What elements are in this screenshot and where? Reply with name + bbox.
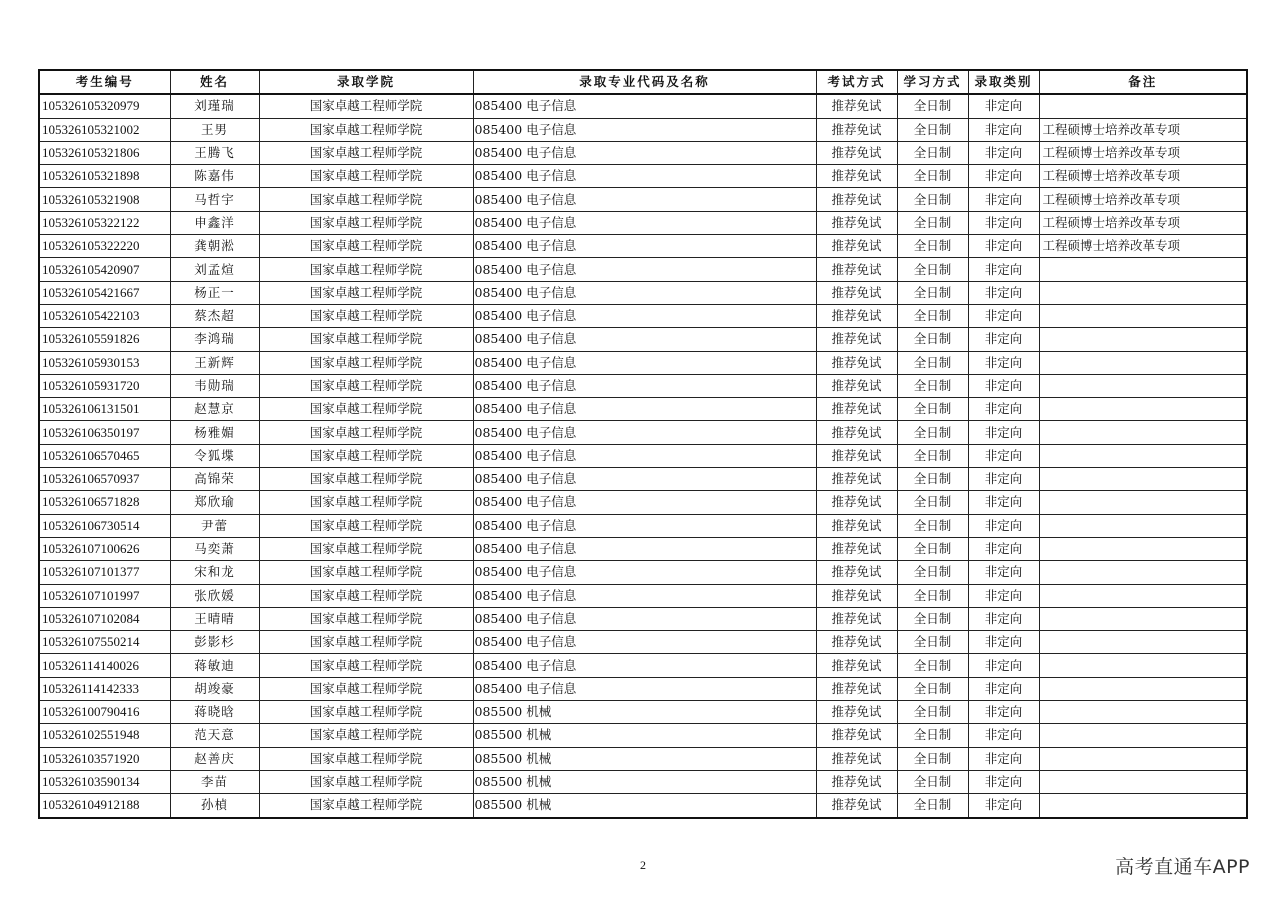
cell-exam-method: 推荐免试 (816, 794, 897, 818)
cell-exam-method: 推荐免试 (816, 118, 897, 141)
cell-notes: 工程硕博士培养改革专项 (1039, 188, 1247, 211)
cell-study-mode: 全日制 (897, 444, 968, 467)
table-row (39, 258, 1247, 281)
cell-exam-method: 推荐免试 (816, 421, 897, 444)
cell-college: 国家卓越工程师学院 (259, 211, 473, 234)
cell-major: 085400 电子信息 (473, 607, 816, 630)
cell-college: 国家卓越工程师学院 (259, 491, 473, 514)
cell-notes (1039, 421, 1247, 444)
cell-college: 国家卓越工程师学院 (259, 304, 473, 327)
cell-college: 国家卓越工程师学院 (259, 328, 473, 351)
cell-candidate-id: 105326105321908 (39, 188, 170, 211)
cell-college: 国家卓越工程师学院 (259, 537, 473, 560)
cell-college: 国家卓越工程师学院 (259, 794, 473, 818)
cell-candidate-id: 105326105322122 (39, 211, 170, 234)
cell-college: 国家卓越工程师学院 (259, 444, 473, 467)
cell-category: 非定向 (968, 281, 1039, 304)
cell-notes (1039, 468, 1247, 491)
cell-exam-method: 推荐免试 (816, 770, 897, 793)
header-notes: 备注 (1039, 70, 1247, 94)
cell-major: 085500 机械 (473, 724, 816, 747)
table-row (39, 211, 1247, 234)
cell-name: 王男 (170, 118, 259, 141)
cell-notes (1039, 701, 1247, 724)
cell-major: 085400 电子信息 (473, 118, 816, 141)
cell-study-mode: 全日制 (897, 561, 968, 584)
cell-notes (1039, 514, 1247, 537)
cell-name: 赵善庆 (170, 747, 259, 770)
cell-category: 非定向 (968, 584, 1039, 607)
cell-college: 国家卓越工程师学院 (259, 421, 473, 444)
table-row (39, 654, 1247, 677)
cell-name: 王腾飞 (170, 141, 259, 164)
cell-category: 非定向 (968, 537, 1039, 560)
cell-category: 非定向 (968, 654, 1039, 677)
table-row (39, 537, 1247, 560)
cell-category: 非定向 (968, 141, 1039, 164)
cell-major: 085400 电子信息 (473, 351, 816, 374)
cell-name: 胡竣豪 (170, 677, 259, 700)
cell-name: 赵慧京 (170, 398, 259, 421)
cell-notes (1039, 491, 1247, 514)
cell-name: 马哲宇 (170, 188, 259, 211)
cell-category: 非定向 (968, 491, 1039, 514)
cell-college: 国家卓越工程师学院 (259, 770, 473, 793)
cell-candidate-id: 105326100790416 (39, 701, 170, 724)
table-header-row (39, 70, 1247, 94)
cell-notes (1039, 631, 1247, 654)
cell-candidate-id: 105326114140026 (39, 654, 170, 677)
cell-college: 国家卓越工程师学院 (259, 188, 473, 211)
cell-exam-method: 推荐免试 (816, 444, 897, 467)
table-row (39, 141, 1247, 164)
cell-college: 国家卓越工程师学院 (259, 468, 473, 491)
table-row (39, 770, 1247, 793)
cell-study-mode: 全日制 (897, 468, 968, 491)
cell-notes: 工程硕博士培养改革专项 (1039, 141, 1247, 164)
cell-major: 085400 电子信息 (473, 188, 816, 211)
cell-study-mode: 全日制 (897, 165, 968, 188)
cell-category: 非定向 (968, 258, 1039, 281)
cell-name: 申鑫洋 (170, 211, 259, 234)
table-row (39, 421, 1247, 444)
cell-study-mode: 全日制 (897, 118, 968, 141)
cell-name: 彭影杉 (170, 631, 259, 654)
cell-name: 郑欣瑜 (170, 491, 259, 514)
cell-candidate-id: 105326106571828 (39, 491, 170, 514)
cell-college: 国家卓越工程师学院 (259, 118, 473, 141)
cell-exam-method: 推荐免试 (816, 188, 897, 211)
cell-candidate-id: 105326106730514 (39, 514, 170, 537)
cell-category: 非定向 (968, 770, 1039, 793)
cell-notes: 工程硕博士培养改革专项 (1039, 165, 1247, 188)
cell-notes (1039, 258, 1247, 281)
cell-exam-method: 推荐免试 (816, 351, 897, 374)
cell-notes (1039, 607, 1247, 630)
cell-category: 非定向 (968, 118, 1039, 141)
cell-major: 085500 机械 (473, 701, 816, 724)
cell-exam-method: 推荐免试 (816, 94, 897, 118)
cell-major: 085400 电子信息 (473, 491, 816, 514)
cell-category: 非定向 (968, 94, 1039, 118)
cell-name: 蔡杰超 (170, 304, 259, 327)
cell-college: 国家卓越工程师学院 (259, 351, 473, 374)
cell-name: 王新辉 (170, 351, 259, 374)
cell-category: 非定向 (968, 211, 1039, 234)
cell-study-mode: 全日制 (897, 491, 968, 514)
cell-exam-method: 推荐免试 (816, 677, 897, 700)
table-row (39, 304, 1247, 327)
cell-major: 085400 电子信息 (473, 677, 816, 700)
cell-candidate-id: 105326107101997 (39, 584, 170, 607)
cell-notes (1039, 398, 1247, 421)
cell-study-mode: 全日制 (897, 770, 968, 793)
admission-table (38, 69, 1248, 819)
cell-college: 国家卓越工程师学院 (259, 677, 473, 700)
cell-study-mode: 全日制 (897, 398, 968, 421)
cell-name: 马奕萧 (170, 537, 259, 560)
cell-exam-method: 推荐免试 (816, 211, 897, 234)
cell-major: 085400 电子信息 (473, 631, 816, 654)
cell-name: 王晴晴 (170, 607, 259, 630)
cell-study-mode: 全日制 (897, 631, 968, 654)
table-row (39, 561, 1247, 584)
cell-study-mode: 全日制 (897, 188, 968, 211)
cell-notes: 工程硕博士培养改革专项 (1039, 118, 1247, 141)
cell-notes (1039, 374, 1247, 397)
cell-exam-method: 推荐免试 (816, 258, 897, 281)
cell-candidate-id: 105326106570465 (39, 444, 170, 467)
cell-candidate-id: 105326105931720 (39, 374, 170, 397)
cell-notes (1039, 537, 1247, 560)
cell-study-mode: 全日制 (897, 351, 968, 374)
table-row (39, 235, 1247, 258)
cell-study-mode: 全日制 (897, 235, 968, 258)
page-number: 2 (640, 858, 646, 872)
cell-notes (1039, 561, 1247, 584)
cell-college: 国家卓越工程师学院 (259, 258, 473, 281)
cell-notes (1039, 747, 1247, 770)
cell-name: 张欣媛 (170, 584, 259, 607)
cell-category: 非定向 (968, 304, 1039, 327)
watermark-text: 高考直通车APP (1115, 856, 1250, 878)
cell-name: 高锦荣 (170, 468, 259, 491)
cell-exam-method: 推荐免试 (816, 724, 897, 747)
table-row (39, 374, 1247, 397)
cell-category: 非定向 (968, 794, 1039, 818)
cell-candidate-id: 105326106350197 (39, 421, 170, 444)
cell-major: 085400 电子信息 (473, 281, 816, 304)
cell-candidate-id: 105326105422103 (39, 304, 170, 327)
cell-notes: 工程硕博士培养改革专项 (1039, 211, 1247, 234)
cell-notes (1039, 654, 1247, 677)
cell-major: 085400 电子信息 (473, 374, 816, 397)
cell-college: 国家卓越工程师学院 (259, 561, 473, 584)
cell-exam-method: 推荐免试 (816, 747, 897, 770)
cell-candidate-id: 105326105591826 (39, 328, 170, 351)
cell-study-mode: 全日制 (897, 514, 968, 537)
cell-candidate-id: 105326105420907 (39, 258, 170, 281)
cell-category: 非定向 (968, 444, 1039, 467)
cell-major: 085500 机械 (473, 747, 816, 770)
header-category: 录取类别 (968, 70, 1039, 94)
header-name: 姓名 (170, 70, 259, 94)
cell-candidate-id: 105326107101377 (39, 561, 170, 584)
cell-study-mode: 全日制 (897, 304, 968, 327)
table-row (39, 514, 1247, 537)
cell-college: 国家卓越工程师学院 (259, 374, 473, 397)
cell-category: 非定向 (968, 165, 1039, 188)
table-row (39, 444, 1247, 467)
cell-name: 尹蕾 (170, 514, 259, 537)
cell-exam-method: 推荐免试 (816, 584, 897, 607)
cell-name: 龚朝淞 (170, 235, 259, 258)
cell-exam-method: 推荐免试 (816, 165, 897, 188)
cell-name: 杨正一 (170, 281, 259, 304)
cell-study-mode: 全日制 (897, 421, 968, 444)
cell-college: 国家卓越工程师学院 (259, 235, 473, 258)
cell-study-mode: 全日制 (897, 701, 968, 724)
cell-major: 085400 电子信息 (473, 165, 816, 188)
cell-notes (1039, 770, 1247, 793)
cell-name: 蒋晓晗 (170, 701, 259, 724)
cell-name: 刘瑾瑞 (170, 94, 259, 118)
table-row (39, 677, 1247, 700)
cell-category: 非定向 (968, 235, 1039, 258)
cell-major: 085400 电子信息 (473, 514, 816, 537)
cell-exam-method: 推荐免试 (816, 537, 897, 560)
table-row (39, 491, 1247, 514)
cell-category: 非定向 (968, 607, 1039, 630)
cell-candidate-id: 105326105321898 (39, 165, 170, 188)
cell-study-mode: 全日制 (897, 584, 968, 607)
cell-major: 085400 电子信息 (473, 421, 816, 444)
table-row (39, 118, 1247, 141)
cell-category: 非定向 (968, 374, 1039, 397)
cell-college: 国家卓越工程师学院 (259, 701, 473, 724)
cell-major: 085400 电子信息 (473, 468, 816, 491)
header-major: 录取专业代码及名称 (473, 70, 816, 94)
cell-major: 085400 电子信息 (473, 584, 816, 607)
cell-exam-method: 推荐免试 (816, 328, 897, 351)
cell-candidate-id: 105326105320979 (39, 94, 170, 118)
cell-exam-method: 推荐免试 (816, 304, 897, 327)
cell-college: 国家卓越工程师学院 (259, 631, 473, 654)
cell-name: 李苗 (170, 770, 259, 793)
cell-study-mode: 全日制 (897, 607, 968, 630)
cell-major: 085400 电子信息 (473, 398, 816, 421)
table-row (39, 94, 1247, 118)
table-row (39, 165, 1247, 188)
cell-notes (1039, 444, 1247, 467)
header-college: 录取学院 (259, 70, 473, 94)
header-candidate-id: 考生编号 (39, 70, 170, 94)
cell-category: 非定向 (968, 701, 1039, 724)
table-row (39, 631, 1247, 654)
cell-name: 杨雅媚 (170, 421, 259, 444)
cell-notes (1039, 584, 1247, 607)
table-row (39, 188, 1247, 211)
cell-category: 非定向 (968, 398, 1039, 421)
table-row (39, 794, 1247, 818)
table-row (39, 747, 1247, 770)
cell-college: 国家卓越工程师学院 (259, 165, 473, 188)
cell-candidate-id: 105326105930153 (39, 351, 170, 374)
table-row (39, 724, 1247, 747)
table-row (39, 351, 1247, 374)
cell-name: 令狐堞 (170, 444, 259, 467)
cell-college: 国家卓越工程师学院 (259, 607, 473, 630)
cell-notes (1039, 304, 1247, 327)
cell-exam-method: 推荐免试 (816, 491, 897, 514)
cell-candidate-id: 105326103571920 (39, 747, 170, 770)
cell-category: 非定向 (968, 747, 1039, 770)
cell-notes (1039, 94, 1247, 118)
cell-candidate-id: 105326114142333 (39, 677, 170, 700)
cell-category: 非定向 (968, 328, 1039, 351)
cell-college: 国家卓越工程师学院 (259, 584, 473, 607)
cell-exam-method: 推荐免试 (816, 654, 897, 677)
cell-category: 非定向 (968, 468, 1039, 491)
cell-category: 非定向 (968, 188, 1039, 211)
cell-category: 非定向 (968, 351, 1039, 374)
header-study-mode: 学习方式 (897, 70, 968, 94)
cell-college: 国家卓越工程师学院 (259, 94, 473, 118)
cell-candidate-id: 105326106131501 (39, 398, 170, 421)
cell-college: 国家卓越工程师学院 (259, 281, 473, 304)
cell-study-mode: 全日制 (897, 328, 968, 351)
cell-candidate-id: 105326102551948 (39, 724, 170, 747)
cell-exam-method: 推荐免试 (816, 701, 897, 724)
cell-study-mode: 全日制 (897, 258, 968, 281)
cell-candidate-id: 105326105321002 (39, 118, 170, 141)
cell-name: 刘孟煊 (170, 258, 259, 281)
cell-notes (1039, 677, 1247, 700)
cell-name: 范天意 (170, 724, 259, 747)
cell-college: 国家卓越工程师学院 (259, 398, 473, 421)
cell-candidate-id: 105326106570937 (39, 468, 170, 491)
table-row (39, 328, 1247, 351)
cell-category: 非定向 (968, 421, 1039, 444)
cell-notes (1039, 281, 1247, 304)
cell-major: 085400 电子信息 (473, 561, 816, 584)
cell-major: 085400 电子信息 (473, 235, 816, 258)
cell-major: 085400 电子信息 (473, 258, 816, 281)
cell-candidate-id: 105326103590134 (39, 770, 170, 793)
cell-exam-method: 推荐免试 (816, 281, 897, 304)
table-row (39, 468, 1247, 491)
cell-name: 韦勋瑞 (170, 374, 259, 397)
cell-exam-method: 推荐免试 (816, 514, 897, 537)
cell-exam-method: 推荐免试 (816, 468, 897, 491)
cell-major: 085400 电子信息 (473, 328, 816, 351)
cell-major: 085500 机械 (473, 794, 816, 818)
cell-name: 蒋敏迪 (170, 654, 259, 677)
table-row (39, 398, 1247, 421)
cell-major: 085400 电子信息 (473, 141, 816, 164)
cell-notes (1039, 794, 1247, 818)
cell-major: 085400 电子信息 (473, 654, 816, 677)
cell-category: 非定向 (968, 631, 1039, 654)
table-body (39, 94, 1247, 817)
cell-major: 085400 电子信息 (473, 94, 816, 118)
cell-name: 李鸿瑞 (170, 328, 259, 351)
cell-major: 085400 电子信息 (473, 304, 816, 327)
cell-name: 陈嘉伟 (170, 165, 259, 188)
cell-category: 非定向 (968, 561, 1039, 584)
table-row (39, 281, 1247, 304)
cell-notes (1039, 724, 1247, 747)
cell-study-mode: 全日制 (897, 654, 968, 677)
cell-exam-method: 推荐免试 (816, 235, 897, 258)
table-row (39, 584, 1247, 607)
cell-major: 085400 电子信息 (473, 211, 816, 234)
cell-category: 非定向 (968, 514, 1039, 537)
cell-name: 宋和龙 (170, 561, 259, 584)
cell-exam-method: 推荐免试 (816, 561, 897, 584)
cell-major: 085400 电子信息 (473, 444, 816, 467)
cell-study-mode: 全日制 (897, 747, 968, 770)
cell-college: 国家卓越工程师学院 (259, 724, 473, 747)
cell-candidate-id: 105326107100626 (39, 537, 170, 560)
cell-notes (1039, 328, 1247, 351)
cell-study-mode: 全日制 (897, 374, 968, 397)
cell-candidate-id: 105326107102084 (39, 607, 170, 630)
cell-exam-method: 推荐免试 (816, 631, 897, 654)
cell-major: 085500 机械 (473, 770, 816, 793)
cell-study-mode: 全日制 (897, 677, 968, 700)
cell-exam-method: 推荐免试 (816, 398, 897, 421)
cell-study-mode: 全日制 (897, 211, 968, 234)
cell-study-mode: 全日制 (897, 794, 968, 818)
cell-study-mode: 全日制 (897, 281, 968, 304)
cell-notes: 工程硕博士培养改革专项 (1039, 235, 1247, 258)
header-exam-method: 考试方式 (816, 70, 897, 94)
cell-college: 国家卓越工程师学院 (259, 141, 473, 164)
cell-candidate-id: 105326105321806 (39, 141, 170, 164)
cell-exam-method: 推荐免试 (816, 374, 897, 397)
cell-major: 085400 电子信息 (473, 537, 816, 560)
cell-category: 非定向 (968, 724, 1039, 747)
table-row (39, 701, 1247, 724)
cell-exam-method: 推荐免试 (816, 141, 897, 164)
cell-study-mode: 全日制 (897, 141, 968, 164)
cell-candidate-id: 105326105421667 (39, 281, 170, 304)
cell-college: 国家卓越工程师学院 (259, 747, 473, 770)
cell-study-mode: 全日制 (897, 537, 968, 560)
cell-candidate-id: 105326107550214 (39, 631, 170, 654)
cell-study-mode: 全日制 (897, 724, 968, 747)
cell-name: 孙楨 (170, 794, 259, 818)
cell-exam-method: 推荐免试 (816, 607, 897, 630)
cell-college: 国家卓越工程师学院 (259, 514, 473, 537)
cell-category: 非定向 (968, 677, 1039, 700)
cell-candidate-id: 105326105322220 (39, 235, 170, 258)
cell-study-mode: 全日制 (897, 94, 968, 118)
cell-notes (1039, 351, 1247, 374)
cell-candidate-id: 105326104912188 (39, 794, 170, 818)
table-row (39, 607, 1247, 630)
cell-college: 国家卓越工程师学院 (259, 654, 473, 677)
